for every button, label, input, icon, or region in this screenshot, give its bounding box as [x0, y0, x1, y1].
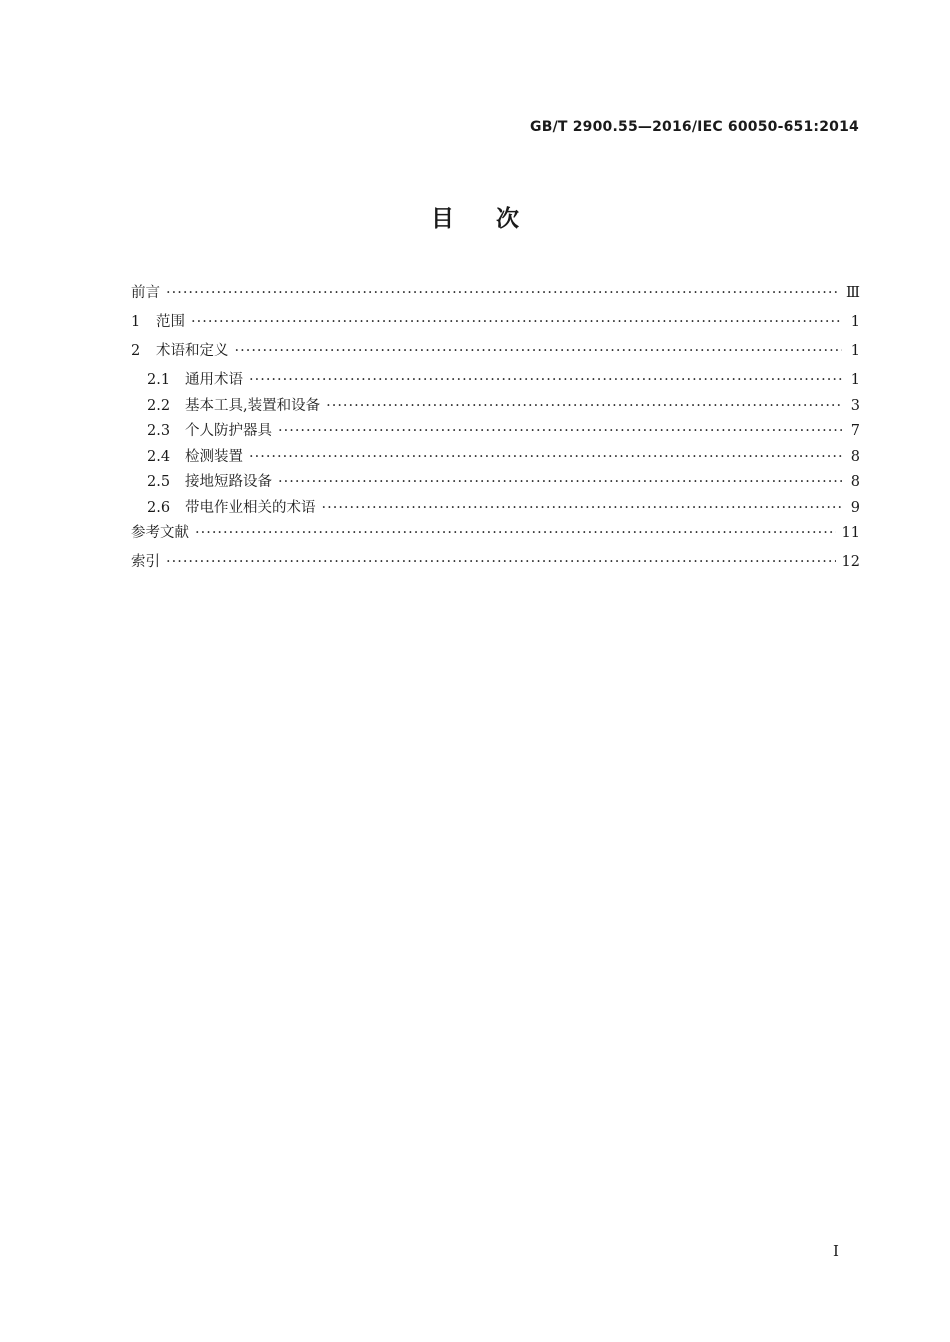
toc-entry-bibliography[interactable]	[131, 521, 860, 550]
toc-leader-dots	[166, 285, 840, 301]
toc-entry-label: 索引	[131, 554, 160, 570]
toc-entry-scope[interactable]	[131, 310, 860, 339]
toc-entry-label: 基本工具,装置和设备	[185, 397, 321, 414]
toc-entry-label: 参考文献	[131, 525, 189, 541]
page-number: I	[833, 1242, 839, 1260]
toc-entry-page: 1	[850, 343, 860, 359]
toc-leader-dots	[166, 554, 836, 570]
toc-entry-number: 2.5	[147, 474, 171, 490]
toc-entry-page: 9	[850, 499, 860, 516]
toc-entry-basic-tools[interactable]	[131, 394, 860, 420]
toc-leader-dots	[195, 525, 836, 541]
toc-entry-number: 2.2	[147, 397, 171, 414]
toc-entry-label: 接地短路设备	[185, 474, 272, 490]
toc-leader-dots	[191, 314, 842, 330]
page-title	[0, 200, 950, 233]
toc-entry-live-working-terms[interactable]	[131, 496, 860, 522]
title-char-2: 次	[496, 206, 519, 232]
toc-entry-number: 1	[131, 314, 141, 330]
toc-leader-dots	[249, 372, 842, 388]
toc-entry-number: 2.3	[147, 423, 171, 439]
toc-leader-dots	[235, 343, 843, 359]
toc-entry-label: 通用术语	[185, 372, 243, 388]
toc-entry-label: 带电作业相关的术语	[185, 499, 316, 516]
toc-entry-earthing-devices[interactable]	[131, 470, 860, 496]
toc-leader-dots	[322, 500, 843, 516]
toc-entry-page: 8	[850, 474, 860, 490]
toc-leader-dots	[326, 398, 842, 414]
toc-entry-number: 2.6	[147, 499, 171, 516]
toc-entry-page: 12	[841, 554, 860, 570]
toc-entry-detection-devices[interactable]	[131, 445, 860, 471]
toc-leader-dots	[278, 474, 842, 490]
toc-entry-label: 术语和定义	[156, 343, 229, 359]
title-char-1: 目	[431, 206, 454, 232]
toc-entry-page: 1	[850, 314, 860, 330]
toc-entry-page: Ⅲ	[846, 285, 860, 301]
toc-entry-number: 2.4	[147, 448, 171, 465]
toc-entry-number: 2	[131, 343, 141, 359]
table-of-contents	[131, 281, 860, 577]
toc-entry-general-terms[interactable]	[131, 368, 860, 394]
toc-entry-label: 检测装置	[185, 448, 243, 465]
toc-entry-page: 11	[841, 525, 860, 541]
toc-entry-index[interactable]	[131, 550, 860, 577]
toc-entry-page: 7	[850, 423, 860, 439]
toc-leader-dots	[278, 423, 842, 439]
toc-entry-foreword[interactable]	[131, 281, 860, 310]
toc-entry-page: 8	[850, 448, 860, 465]
toc-entry-label: 范围	[156, 314, 185, 330]
toc-entry-personal-protection[interactable]	[131, 419, 860, 445]
toc-entry-page: 1	[850, 372, 860, 388]
toc-entry-number: 2.1	[147, 372, 171, 388]
toc-entry-page: 3	[850, 397, 860, 414]
toc-entry-terms[interactable]	[131, 339, 860, 368]
toc-entry-label: 前言	[131, 285, 160, 301]
toc-leader-dots	[249, 449, 842, 465]
toc-entry-label: 个人防护器具	[185, 423, 272, 439]
standard-code: GB/T 2900.55—2016/IEC 60050-651:2014	[530, 119, 859, 135]
